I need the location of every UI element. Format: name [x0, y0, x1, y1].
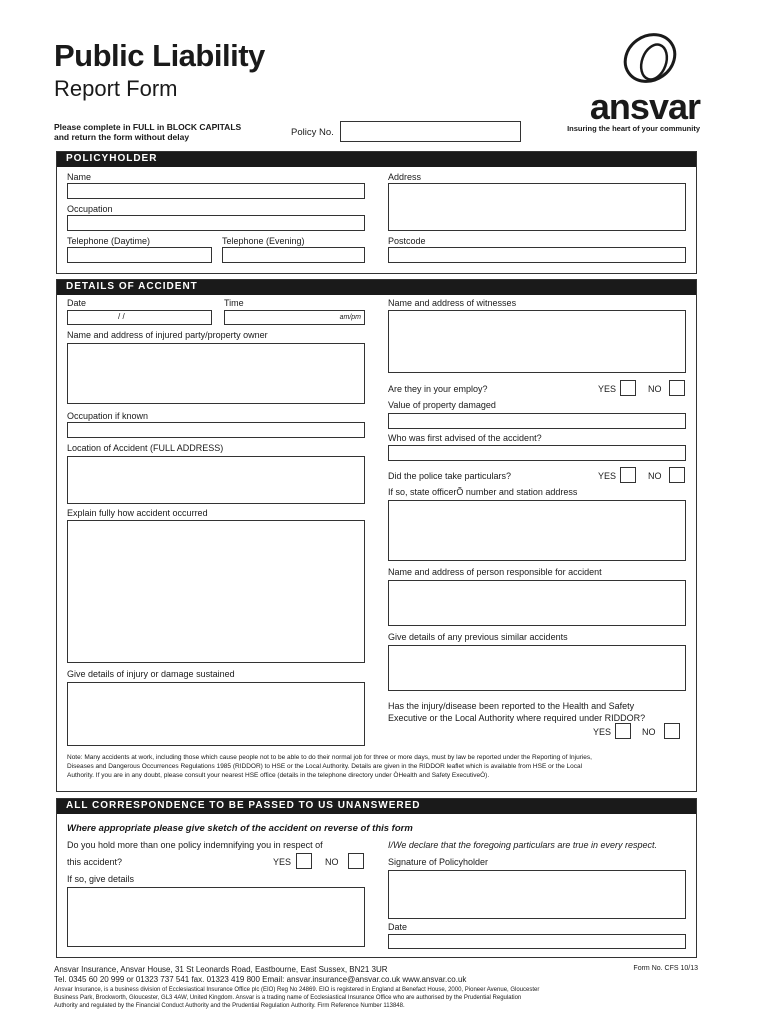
footer-legal: Ansvar Insurance, is a business division of Ecclesiastical Insurance Office plc (EIO) Reg No 24869. EIO is registered in England at Benefact House, 2000, Pioneer Avenue, Gloucester Business Park, Brockworth, Gloucester, GL3 4AW, United Kingdom. Ansvar is a trading name of Ecclesiastical Insurance Office who are authorised by the Prudential Regulation Authority and regulated by the Financial Conduct Authority and the Prudential Regulation Authority. Firm Reference Number 113848. — [54, 987, 540, 1009]
telephone-evening-label: Telephone (Evening) — [222, 236, 305, 246]
witnesses-label: Name and address of witnesses — [388, 298, 517, 308]
footer-contact: Tel. 0345 60 20 999 or 01323 737 541 fax. 01323 419 800 Email: ansvar.insurance@ansvar.co.uk www.ansvar.co.uk — [54, 975, 467, 984]
witnesses-input[interactable] — [388, 310, 686, 373]
telephone-day-label: Telephone (Daytime) — [67, 236, 151, 246]
footer-address: Ansvar Insurance, Ansvar House, 31 St Leonards Road, Eastbourne, East Sussex, BN21 3UR — [54, 965, 388, 974]
section-heading-correspondence: ALL CORRESPONDENCE TO BE PASSED TO US UNANSWERED — [56, 798, 697, 814]
postcode-input[interactable] — [388, 247, 686, 263]
more-policy-no-label: NO — [325, 857, 339, 867]
riddor-no-checkbox[interactable] — [664, 723, 680, 739]
riddor-yes-label: YES — [593, 727, 612, 737]
in-employ-no-checkbox[interactable] — [669, 380, 685, 396]
name-input[interactable] — [67, 183, 365, 199]
policy-no-label: Policy No. — [291, 127, 334, 138]
responsible-label: Name and address of person responsible for accident — [388, 567, 602, 577]
more-policy-yes-label: YES — [273, 857, 292, 867]
if-so-input[interactable] — [67, 887, 365, 947]
police-no-checkbox[interactable] — [669, 467, 685, 483]
previous-label: Give details of any previous similar accidents — [388, 632, 568, 642]
signature-label: Signature of Policyholder — [388, 857, 489, 867]
time-input[interactable] — [224, 310, 365, 325]
occupation-known-label: Occupation if known — [67, 411, 149, 421]
location-label: Location of Accident (FULL ADDRESS) — [67, 443, 224, 453]
name-label: Name — [67, 172, 92, 182]
occupation-input[interactable] — [67, 215, 365, 231]
more-policy-yes-checkbox[interactable] — [296, 853, 312, 869]
date-separators: / / — [118, 312, 125, 321]
form-subtitle: Report Form — [54, 76, 178, 101]
policy-no-input[interactable] — [340, 121, 521, 142]
property-value-input[interactable] — [388, 413, 686, 429]
riddor-yes-checkbox[interactable] — [615, 723, 631, 739]
in-employ-yes-label: YES — [598, 384, 617, 394]
police-no-label: NO — [648, 471, 662, 481]
instructions: Please complete in FULL in BLOCK CAPITALS and return the form without delay — [54, 122, 242, 142]
officer-input[interactable] — [388, 500, 686, 561]
telephone-evening-input[interactable] — [222, 247, 365, 263]
section-heading-policyholder: POLICYHOLDER — [56, 151, 697, 167]
more-policy-label-1: Do you hold more than one policy indemnifying you in respect of — [67, 840, 323, 850]
more-policy-label-2: this accident? — [67, 857, 123, 867]
date-input[interactable] — [67, 310, 212, 325]
sketch-note: Where appropriate please give sketch of the accident on reverse of this form — [67, 823, 413, 834]
tagline: Insuring the heart of your community — [567, 124, 700, 133]
ampm-label: am/pm — [339, 314, 361, 321]
signature-date-label: Date — [388, 922, 408, 932]
officer-label: If so, state officerÕ number and station address — [388, 487, 578, 497]
injured-party-input[interactable] — [67, 343, 365, 404]
police-yes-checkbox[interactable] — [620, 467, 636, 483]
riddor-label-1: Has the injury/disease been reported to the Health and Safety — [388, 701, 635, 711]
occupation-known-input[interactable] — [67, 422, 365, 438]
in-employ-no-label: NO — [648, 384, 662, 394]
in-employ-yes-checkbox[interactable] — [620, 380, 636, 396]
telephone-day-input[interactable] — [67, 247, 212, 263]
property-value-label: Value of property damaged — [388, 400, 496, 410]
declaration-text: I/We declare that the foregoing particulars are true in every respect. — [388, 840, 657, 850]
time-label: Time — [224, 298, 244, 308]
address-label: Address — [388, 172, 422, 182]
riddor-no-label: NO — [642, 727, 656, 737]
injured-party-label: Name and address of injured party/property owner — [67, 330, 268, 340]
police-label: Did the police take particulars? — [388, 471, 512, 481]
first-advised-label: Who was first advised of the accident? — [388, 433, 542, 443]
previous-input[interactable] — [388, 645, 686, 691]
form-number: Form No. CFS 10/13 — [633, 965, 698, 972]
signature-date-input[interactable] — [388, 934, 686, 949]
if-so-label: If so, give details — [67, 874, 135, 884]
riddor-note: Note: Many accidents at work, including those which cause people not to be able to do their normal job for three or more days, must by law be reported under the Reporting of Injuries, Diseases and Dangerous Occurrences Regulations 1985 (RIDDOR) to HSE or the Local Authority. Details are given in the RIDDOR leaflet which is available from HSE or the Local Authority. If you are in any doubt, please consult your nearest HSE office (details in the telephone directory under ÒHealth and Safety ExecutiveÓ). — [67, 754, 592, 779]
location-input[interactable] — [67, 456, 365, 504]
explain-label: Explain fully how accident occurred — [67, 508, 208, 518]
ansvar-logo-icon — [620, 28, 682, 88]
injury-details-label: Give details of injury or damage sustained — [67, 669, 235, 679]
section-heading-accident: DETAILS OF ACCIDENT — [56, 279, 697, 295]
police-yes-label: YES — [598, 471, 617, 481]
date-label: Date — [67, 298, 87, 308]
address-input[interactable] — [388, 183, 686, 231]
riddor-label-2: Executive or the Local Authority where required under RIDDOR? — [388, 713, 646, 723]
explain-input[interactable] — [67, 520, 365, 663]
in-employ-label: Are they in your employ? — [388, 384, 488, 394]
injury-details-input[interactable] — [67, 682, 365, 746]
first-advised-input[interactable] — [388, 445, 686, 461]
form-title: Public Liability — [54, 38, 265, 73]
occupation-label: Occupation — [67, 204, 113, 214]
more-policy-no-checkbox[interactable] — [348, 853, 364, 869]
logo-wordmark: ansvar — [589, 86, 700, 127]
responsible-input[interactable] — [388, 580, 686, 626]
postcode-label: Postcode — [388, 236, 426, 246]
signature-input[interactable] — [388, 870, 686, 919]
